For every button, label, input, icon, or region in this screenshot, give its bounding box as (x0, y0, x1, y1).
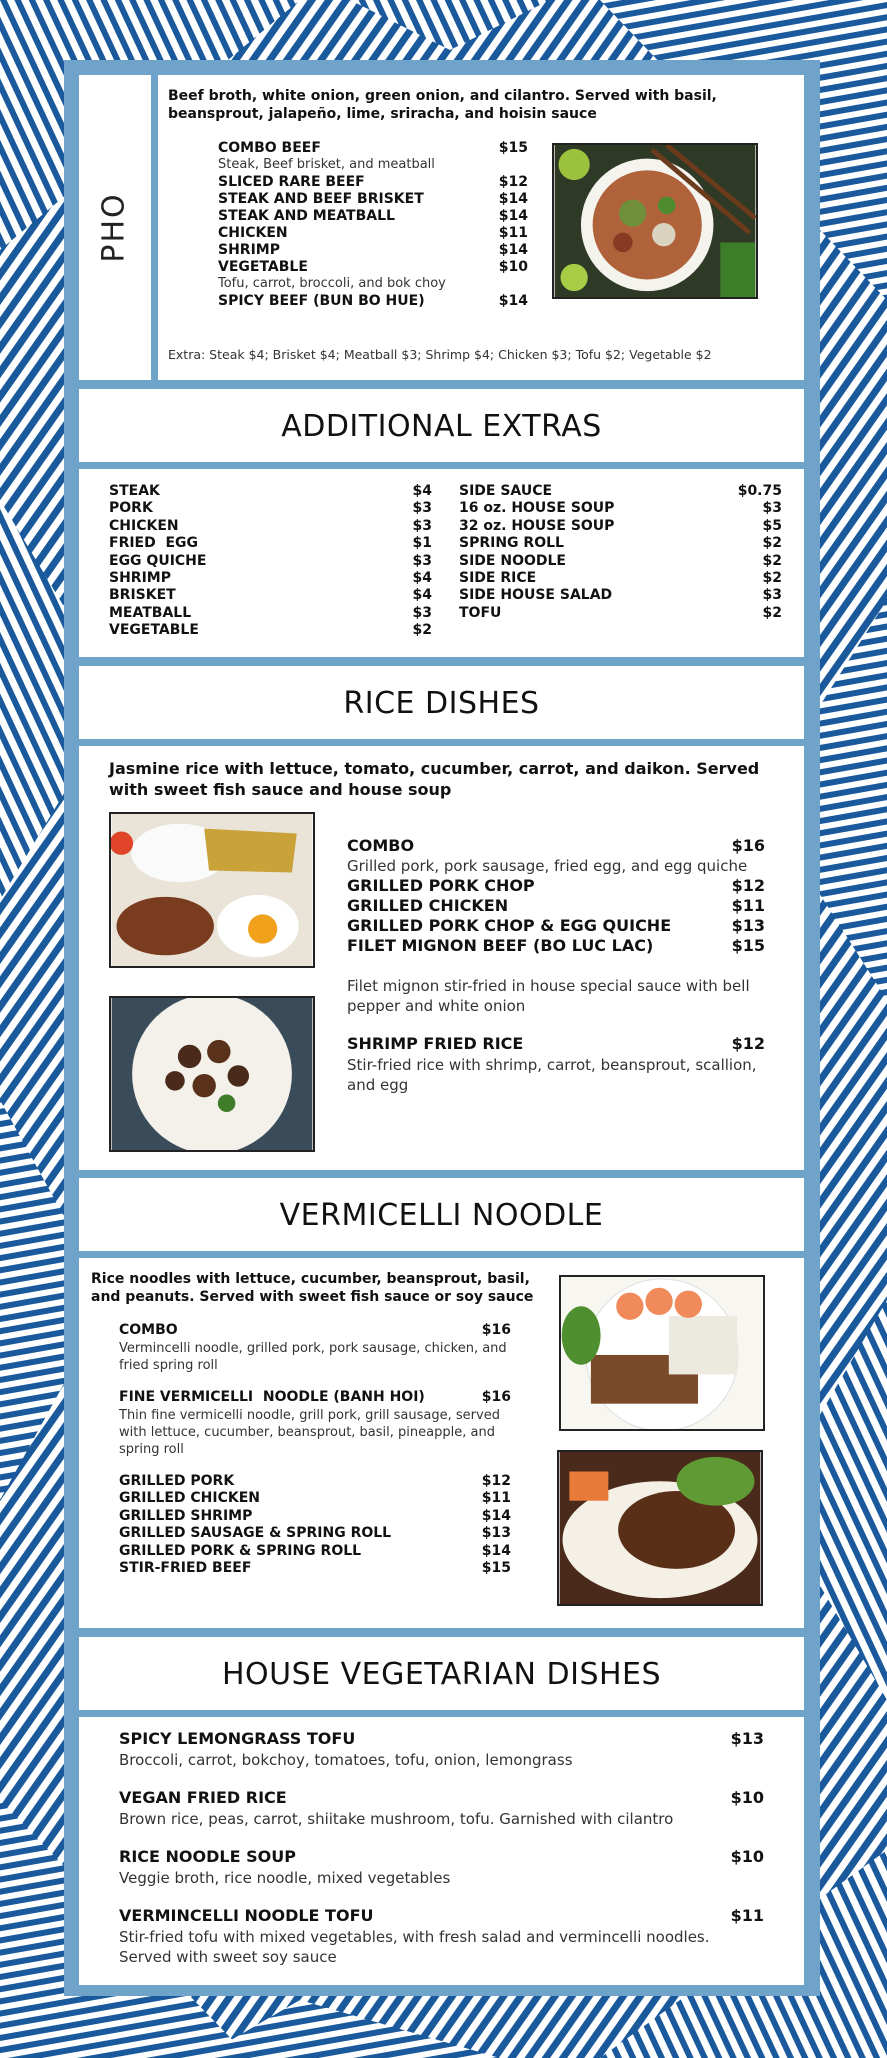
menu-item: GRILLED SAUSAGE & SPRING ROLL $13 (119, 1525, 511, 1542)
menu-item: GRILLED PORK CHOP $12 (347, 876, 765, 895)
menu-item: GRILLED CHICKEN $11 (119, 1490, 511, 1507)
rice-dishes-title: RICE DISHES (343, 686, 540, 721)
extra-item: SIDE NOODLE $2 (459, 552, 782, 569)
vegetarian-items (119, 1729, 764, 1967)
menu-item: FILET MIGNON BEEF (BO LUC LAC) $15 (347, 936, 765, 955)
vermicelli-title-panel (79, 1178, 804, 1251)
menu-item-desc: Tofu, carrot, broccoli, and bok choy (218, 276, 446, 291)
extra-item: SIDE HOUSE SALAD $3 (459, 587, 782, 604)
vegetarian-panel (79, 1717, 804, 1985)
bo-luc-lac-photo (109, 996, 315, 1152)
rice-dishes-title-panel (79, 666, 804, 739)
menu-item: GRILLED PORK $12 (119, 1473, 511, 1489)
vermicelli-items (119, 1322, 511, 1577)
menu-item: VEGAN FRIED RICE $10 (119, 1788, 764, 1807)
pho-extras: Extra: Steak $4; Brisket $4; Meatball $3; Shrimp $4; Chicken $3; Tofu $2; Vegetable $2 (168, 347, 712, 362)
vermicelli-description: Rice noodles with lettuce, cucumber, beansprout, basil, and peanuts. Served with sweet fish sauce or soy sauce (91, 1271, 534, 1305)
menu-item: CHICKEN $11 (218, 225, 528, 241)
vermicelli-combo-photo (559, 1275, 765, 1431)
additional-extras-title: ADDITIONAL EXTRAS (281, 409, 602, 444)
menu-item: SHRIMP FRIED RICE $12 (347, 1034, 765, 1053)
extra-item: BRISKET $4 (109, 587, 432, 604)
pho-label: PHO (96, 192, 132, 263)
menu-item-desc: Broccoli, carrot, bokchoy, tomatoes, tofu, onion, lemongrass (119, 1751, 573, 1769)
menu-item: SPICY LEMONGRASS TOFU $13 (119, 1729, 764, 1748)
stir-fried-beef-photo (557, 1450, 763, 1606)
menu-item-desc: Stir-fried rice with shrimp, carrot, beansprout, scallion, and egg (347, 1056, 757, 1094)
menu-item-desc: Brown rice, peas, carrot, shiitake mushroom, tofu. Garnished with cilantro (119, 1810, 674, 1828)
menu-item: VEGETABLE $10 (218, 259, 528, 275)
extra-item: FRIED EGG $1 (109, 535, 432, 552)
menu-item: RICE NOODLE SOUP $10 (119, 1847, 764, 1866)
extra-item: SHRIMP $4 (109, 569, 432, 586)
extra-item: SIDE SAUCE $0.75 (459, 483, 782, 499)
additional-extras-title-panel (79, 389, 804, 462)
menu-item-desc: Veggie broth, rice noodle, mixed vegetables (119, 1869, 451, 1887)
menu-item: COMBO $16 (347, 836, 765, 855)
extra-item: STEAK $4 (109, 483, 432, 499)
menu-item-desc: Steak, Beef brisket, and meatball (218, 157, 435, 172)
menu-item: GRILLED PORK CHOP & EGG QUICHE $13 (347, 916, 765, 935)
vermicelli-title: VERMICELLI NOODLE (279, 1198, 604, 1233)
menu-item: VERMINCELLI NOODLE TOFU $11 (119, 1906, 764, 1925)
extra-item: CHICKEN $3 (109, 517, 432, 534)
filet-description: Filet mignon stir-fried in house special sauce with bell pepper and white onion (347, 977, 750, 1015)
vegetarian-title: HOUSE VEGETARIAN DISHES (221, 1657, 662, 1692)
rice-dishes-panel (79, 746, 804, 1170)
pho-bowl-photo (552, 143, 758, 299)
menu-item: SPICY BEEF (BUN BO HUE) $14 (218, 293, 528, 309)
extra-item: VEGETABLE $2 (109, 622, 432, 639)
menu-item: STEAK AND MEATBALL $14 (218, 208, 528, 224)
menu-item-desc: Thin fine vermicelli noodle, grill pork, grill sausage, served with lettuce, cucumber, beansprout, basil, pineapple, and spring roll (119, 1408, 500, 1457)
menu-item-desc: Stir-fried tofu with mixed vegetables, with fresh salad and vermincelli noodles. Served with sweet soy sauce (119, 1928, 710, 1966)
menu-item: STEAK AND BEEF BRISKET $14 (218, 191, 528, 207)
pho-label-panel (79, 75, 151, 380)
menu-item: GRILLED SHRIMP $14 (119, 1507, 511, 1524)
extra-item: EGG QUICHE $3 (109, 552, 432, 569)
menu-item: GRILLED PORK & SPRING ROLL $14 (119, 1542, 511, 1559)
pho-items (218, 140, 528, 310)
extra-item: SIDE RICE $2 (459, 569, 782, 586)
rice-items (347, 836, 765, 1095)
pho-panel (158, 75, 804, 380)
extras-left-column (109, 483, 432, 640)
menu-item-desc: Vermincelli noodle, grilled pork, pork sausage, chicken, and fried spring roll (119, 1341, 507, 1373)
menu-item: FINE VERMICELLI NOODLE (BANH HOI) $16 (119, 1389, 511, 1405)
extras-right-column (459, 483, 782, 622)
rice-description: Jasmine rice with lettuce, tomato, cucumber, carrot, and daikon. Served with sweet fish sauce and house soup (109, 759, 760, 799)
menu-item: SHRIMP $14 (218, 242, 528, 258)
additional-extras-panel (79, 469, 804, 657)
extra-item: SPRING ROLL $2 (459, 535, 782, 552)
vermicelli-panel (79, 1258, 804, 1628)
menu-item: SLICED RARE BEEF $12 (218, 174, 528, 190)
rice-combo-photo (109, 812, 315, 968)
extra-item: PORK $3 (109, 500, 432, 517)
menu-item: STIR-FRIED BEEF $15 (119, 1559, 511, 1576)
menu-item: COMBO BEEF $15 (218, 140, 528, 156)
vegetarian-title-panel (79, 1637, 804, 1710)
extra-item: 16 oz. HOUSE SOUP $3 (459, 500, 782, 517)
extra-item: TOFU $2 (459, 604, 782, 621)
menu-item-desc: Grilled pork, pork sausage, fried egg, and egg quiche (347, 857, 748, 875)
extra-item: 32 oz. HOUSE SOUP $5 (459, 517, 782, 534)
menu-item: COMBO $16 (119, 1322, 511, 1338)
pho-description: Beef broth, white onion, green onion, and cilantro. Served with basil, beansprout, jalapeño, lime, sriracha, and hoisin sauce (168, 88, 717, 122)
menu-item: GRILLED CHICKEN $11 (347, 896, 765, 915)
extra-item: MEATBALL $3 (109, 604, 432, 621)
